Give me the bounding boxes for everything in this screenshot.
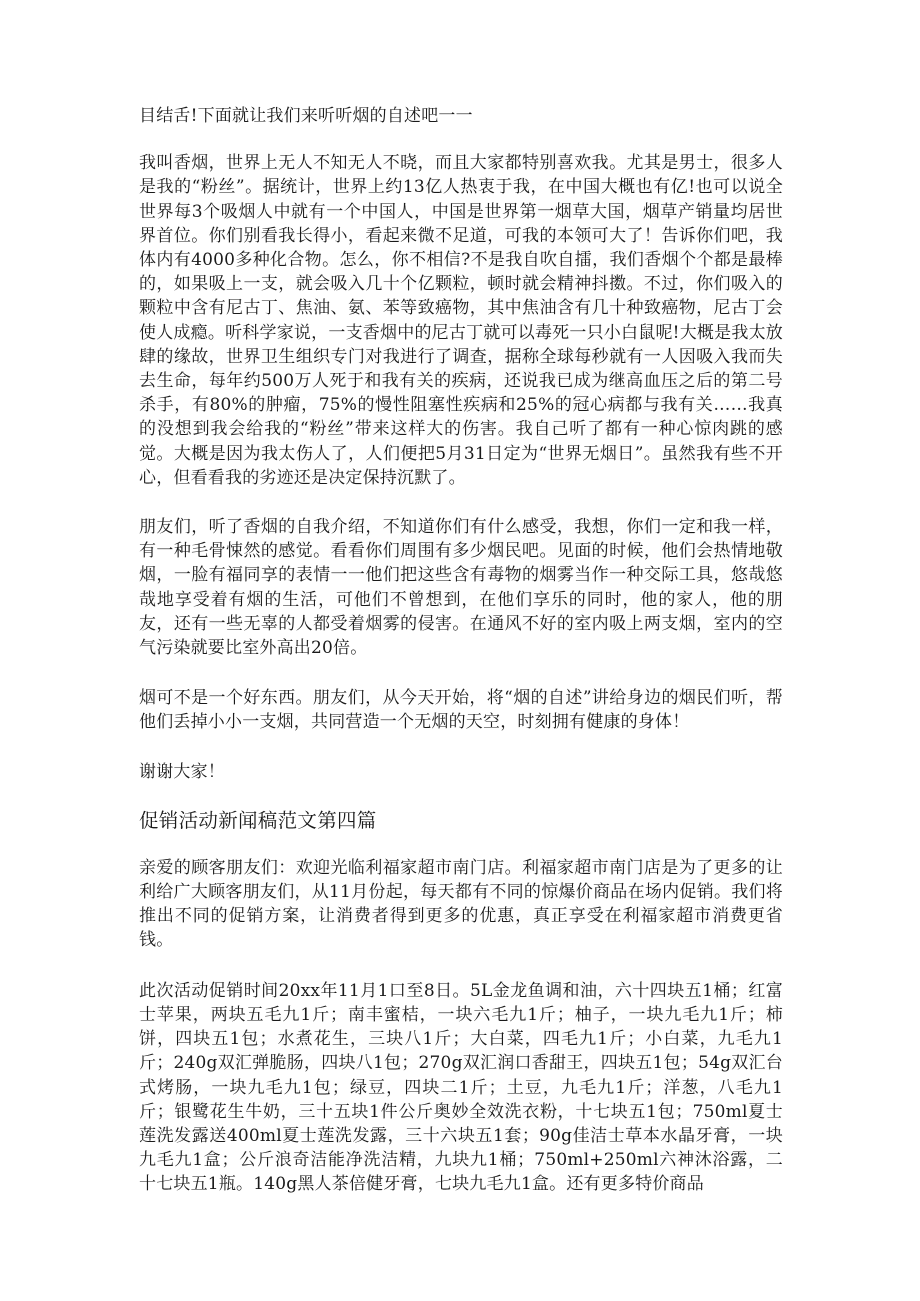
section-heading: 促销活动新闻稿范文第四篇 [139,808,377,832]
paragraph-store-welcome: 亲爱的顾客朋友们：欢迎光临利福家超市南门店。利福家超市南门店是为了更多的让利给广大顾客朋友们，从11月份起，每天都有不同的惊爆价商品在场内促销。我们将推出不同的促销方案，让消费者得到更多的优惠，真正享受在利福家超市消费更省钱。 [139,857,783,951]
paragraph-cigarette-self-description: 我叫香烟，世界上无人不知无人不晓，而且大家都特别喜欢我。尤其是男士，很多人是我的“粉丝”。据统计，世界上约13亿人热衷于我，在中国大概也有亿!也可以说全世界每3个吸烟人中就有一个中国人，中国是世界第一烟草大国，烟草产销量均居世界首位。你们别看我长得小，看起来微不足道，可我的本领可大了！告诉你们吧，我体内有4000多种化合物。怎么，你不相信?不是我自吹自擂，我们香烟个个都是最棒的，如果吸上一支，就会吸入几十个亿颗粒，顿时就会精神抖擞。不过，你们吸入的颗粒中含有尼古丁、焦油、氨、苯等致癌物，其中焦油含有几十种致癌物，尼古丁会使人成瘾。听科学家说，一支香烟中的尼古丁就可以毒死一只小白鼠呢!大概是我太放肆的缘故，世界卫生组织专门对我进行了调查，据称全球每秒就有一人因吸入我而失去生命，每年约500万人死于和我有关的疾病，还说我已成为继高血压之后的第二号杀手，有80%的肿瘤，75%的慢性阻塞性疾病和25%的冠心病都与我有关……我真的没想到我会给我的“粉丝”带来这样大的伤害。我自己听了都有一种心惊肉跳的感觉。大概是因为我太伤人了，人们便把5月31日定为“世界无烟日”。虽然我有些不开心，但看看我的劣迹还是决定保持沉默了。 [139,153,783,488]
paragraph-promotion-items: 此次活动促销时间20xx年11月1口至8日。5L金龙鱼调和油，六十四块五1桶；红富士苹果，两块五毛九1斤；南丰蜜桔，一块六毛九1斤；柚子，一块九毛九1斤；柿饼，四块五1包；水煮花生，三块八1斤；大白菜，四毛九1斤；小白菜，九毛九1斤；240g双汇弹脆肠，四块八1包；270g双汇润口香甜王，四块五1包；54g双汇台式烤肠，一块九毛九1包；绿豆，四块二1斤；土豆，九毛九1斤；洋葱，八毛九1斤；银鹭花生牛奶，三十五块1件公斤奥妙全效洗衣粉，十七块五1包；750ml夏士莲洗发露送400ml夏士莲洗发露，三十六块五1套；90g佳洁士草本水晶牙膏，一块九毛九1盒；公斤浪奇洁能净洗洁精，九块九1桶；750ml+250ml六神沐浴露，二十七块五1瓶。140g黑人茶倍健牙膏，七块九毛九1盒。还有更多特价商品 [139,980,783,1195]
paragraph-call-to-action: 烟可不是一个好东西。朋友们，从今天开始，将“烟的自述”讲给身边的烟民们听，帮他们丢掉小小一支烟，共同营造一个无烟的天空，时刻拥有健康的身体！ [139,688,783,733]
document-page [139,104,783,1197]
paragraph-thanks: 谢谢大家！ [139,761,225,782]
paragraph-friends-feelings: 朋友们，听了香烟的自我介绍，不知道你们有什么感受，我想，你们一定和我一样，有一种毛骨悚然的感觉。看看你们周围有多少烟民吧。见面的时候，他们会热情地敬烟，一脸有福同享的表情一一他们把这些含有毒物的烟雾当作一种交际工具，悠哉悠哉地享受着有烟的生活，可他们不曾想到，在他们享乐的同时，他的家人，他的朋友，还有一些无辜的人都受着烟雾的侵害。在通风不好的室内吸上两支烟，室内的空气污染就要比室外高出20倍。 [139,517,783,659]
intro-line: 目结舌!下面就让我们来听听烟的自述吧一一 [139,106,473,126]
